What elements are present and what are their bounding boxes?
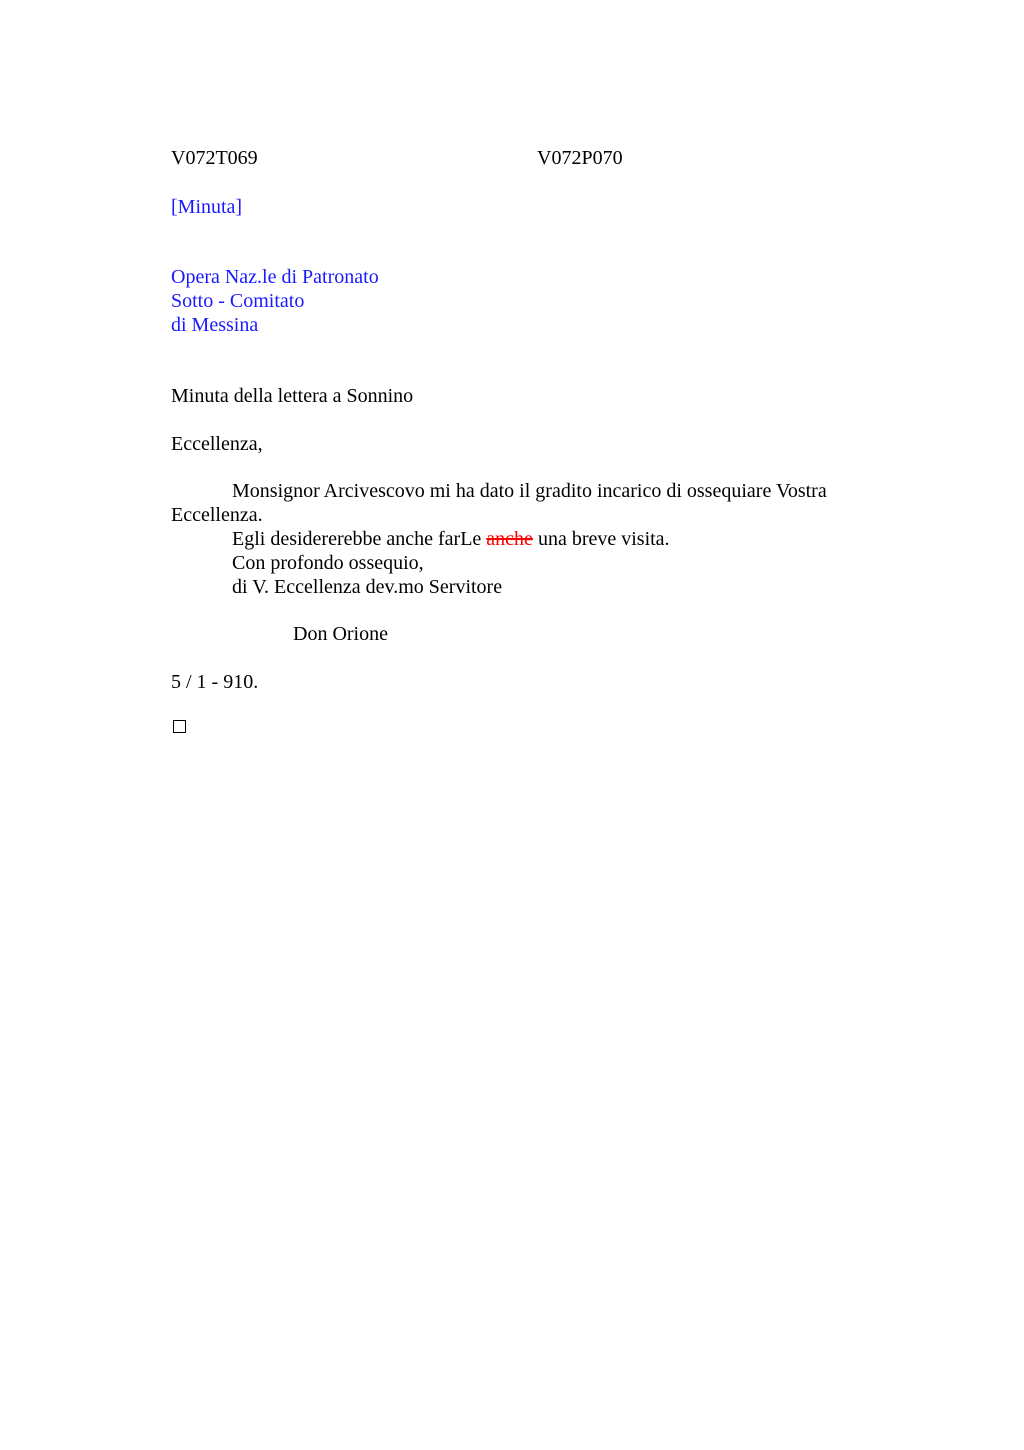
body-paragraph-1-line-1: Monsignor Arcivescovo mi ha dato il gradito incarico di ossequiare Vostra [232, 480, 827, 502]
editorial-note: [Minuta] [171, 196, 243, 218]
checkbox-glyph [173, 720, 186, 733]
letter-date: 5 / 1 - 910. [171, 671, 259, 693]
sender-line-2: Sotto - Comitato [171, 290, 305, 312]
document-code-left: V072T069 [171, 147, 258, 169]
closing-line-1: Con profondo ossequio, [232, 552, 424, 574]
body-paragraph-2-text-after: una breve visita. [532, 528, 670, 550]
signature: Don Orione [293, 623, 388, 645]
salutation: Eccellenza, [171, 433, 263, 455]
body-paragraph-2-text-before: Egli desidererebbe anche farLe [232, 528, 487, 550]
letter-subject: Minuta della lettera a Sonnino [171, 385, 414, 407]
body-paragraph-2 [232, 527, 670, 551]
body-paragraph-1-line-2: Eccellenza. [171, 504, 263, 526]
sender-line-1: Opera Naz.le di Patronato [171, 266, 379, 288]
sender-line-3: di Messina [171, 314, 259, 336]
deleted-word: anche [486, 528, 533, 550]
document-code-right: V072P070 [537, 147, 623, 169]
closing-line-2: di V. Eccellenza dev.mo Servitore [232, 576, 503, 598]
